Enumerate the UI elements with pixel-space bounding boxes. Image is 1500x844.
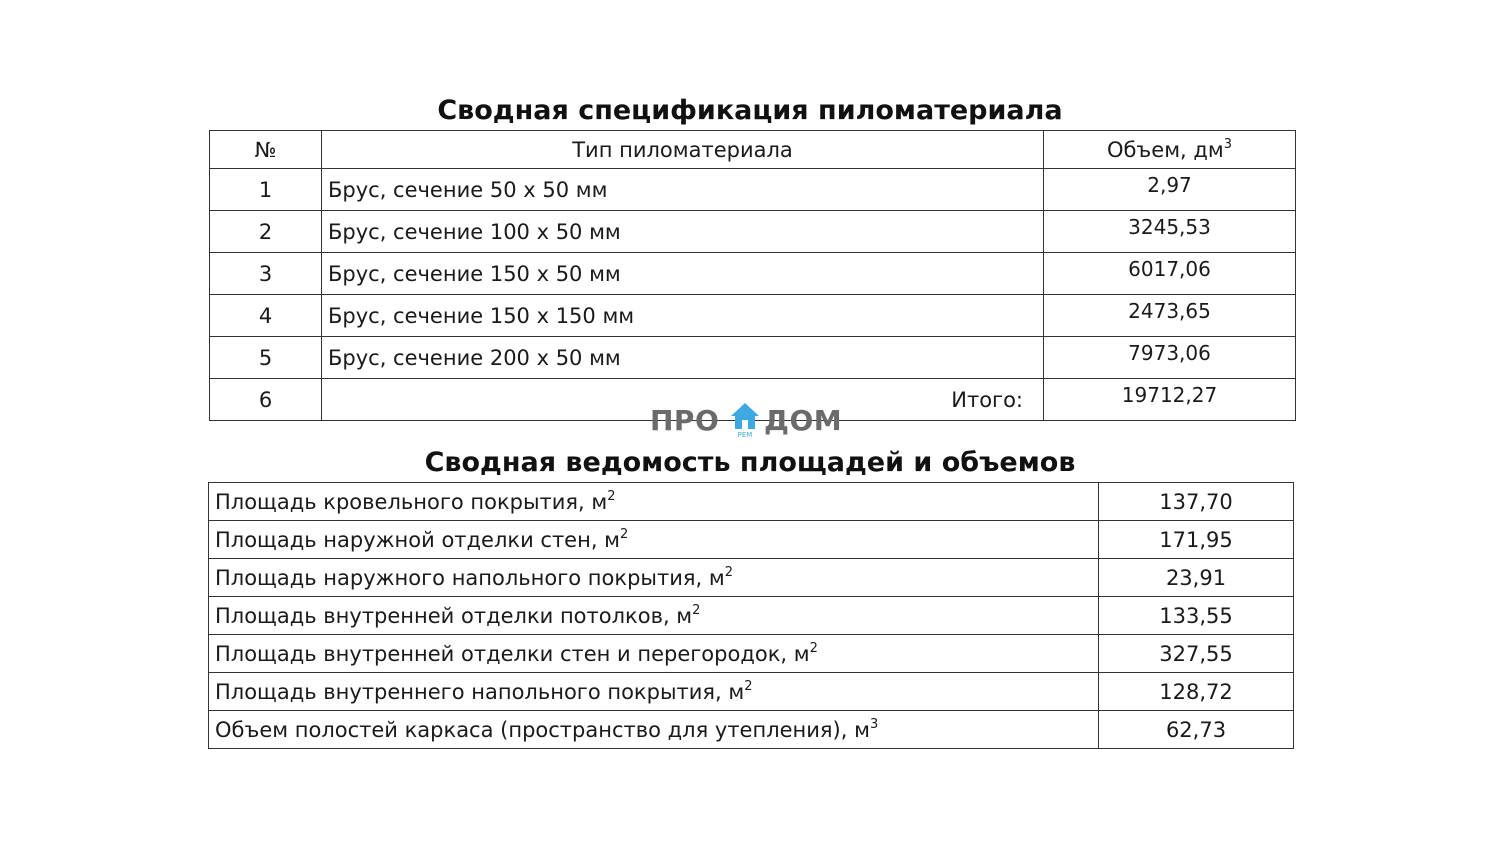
area-unit-sup: 2 <box>744 678 753 694</box>
area-name-text: Площадь внутреннего напольного покрытия, м <box>215 679 745 704</box>
row-num: 4 <box>210 295 322 337</box>
table-header-row <box>210 131 1296 169</box>
area-name <box>209 635 1099 673</box>
logo-small-text: РЕМ <box>737 431 753 438</box>
area-value: 327,55 <box>1099 635 1294 673</box>
area-value: 133,55 <box>1099 597 1294 635</box>
area-name <box>209 673 1099 711</box>
total-label: Итого: <box>322 379 1044 421</box>
row-num: 3 <box>210 253 322 295</box>
logo-text-right: ДОМ <box>764 404 843 437</box>
row-type: Брус, сечение 100 х 50 мм <box>322 211 1044 253</box>
table-row <box>209 711 1294 749</box>
area-value: 137,70 <box>1099 483 1294 521</box>
area-unit-sup: 2 <box>692 602 701 618</box>
area-unit-sup: 2 <box>607 488 616 504</box>
row-type: Брус, сечение 150 х 50 мм <box>322 253 1044 295</box>
prodom-logo <box>648 402 852 442</box>
area-name <box>209 711 1099 749</box>
table-row <box>209 483 1294 521</box>
row-volume: 7973,06 <box>1044 337 1296 379</box>
header-type: Тип пиломатериала <box>322 131 1044 169</box>
row-type: Брус, сечение 200 х 50 мм <box>322 337 1044 379</box>
row-num: 1 <box>210 169 322 211</box>
area-name-text: Площадь наружной отделки стен, м <box>215 527 621 552</box>
table-row <box>209 521 1294 559</box>
table-row <box>210 211 1296 253</box>
areas-title: Сводная ведомость площадей и объемов <box>424 447 1076 478</box>
logo-text-left: ПРО <box>650 404 720 437</box>
header-volume-sup: 3 <box>1223 136 1233 152</box>
area-name <box>209 483 1099 521</box>
table-row <box>209 597 1294 635</box>
table-row <box>209 559 1294 597</box>
area-name <box>209 559 1099 597</box>
area-name <box>209 597 1099 635</box>
area-unit-sup: 2 <box>809 640 818 656</box>
area-name-text: Объем полостей каркаса (пространство для утепления), м <box>215 717 870 742</box>
area-name-text: Площадь внутренней отделки стен и перегородок, м <box>215 641 810 666</box>
table-row <box>210 295 1296 337</box>
area-unit-sup: 2 <box>724 564 733 580</box>
area-name-text: Площадь внутренней отделки потолков, м <box>215 603 693 628</box>
area-value: 128,72 <box>1099 673 1294 711</box>
total-volume: 19712,27 <box>1044 379 1296 421</box>
area-unit-sup: 2 <box>620 526 629 542</box>
area-value: 171,95 <box>1099 521 1294 559</box>
row-num: 5 <box>210 337 322 379</box>
total-num: 6 <box>210 379 322 421</box>
area-name <box>209 521 1099 559</box>
row-volume: 6017,06 <box>1044 253 1296 295</box>
row-volume: 2473,65 <box>1044 295 1296 337</box>
table-row <box>210 337 1296 379</box>
row-type: Брус, сечение 150 х 150 мм <box>322 295 1044 337</box>
row-type: Брус, сечение 50 х 50 мм <box>322 169 1044 211</box>
row-volume: 3245,53 <box>1044 211 1296 253</box>
lumber-spec-table <box>209 130 1296 421</box>
area-value: 23,91 <box>1099 559 1294 597</box>
area-name-text: Площадь кровельного покрытия, м <box>215 489 608 514</box>
header-volume-label: Объем, дм <box>1106 137 1224 162</box>
table-row <box>209 673 1294 711</box>
header-num: № <box>210 131 322 169</box>
table-row <box>209 635 1294 673</box>
areas-table <box>208 482 1294 749</box>
table-row <box>210 253 1296 295</box>
row-volume: 2,97 <box>1044 169 1296 211</box>
table-row <box>210 169 1296 211</box>
area-unit-sup: 3 <box>869 716 879 732</box>
header-volume <box>1044 131 1296 169</box>
area-name-text: Площадь наружного напольного покрытия, м <box>215 565 725 590</box>
house-icon <box>730 402 760 438</box>
area-value: 62,73 <box>1099 711 1294 749</box>
spec-title: Сводная спецификация пиломатериала <box>437 95 1063 126</box>
row-num: 2 <box>210 211 322 253</box>
